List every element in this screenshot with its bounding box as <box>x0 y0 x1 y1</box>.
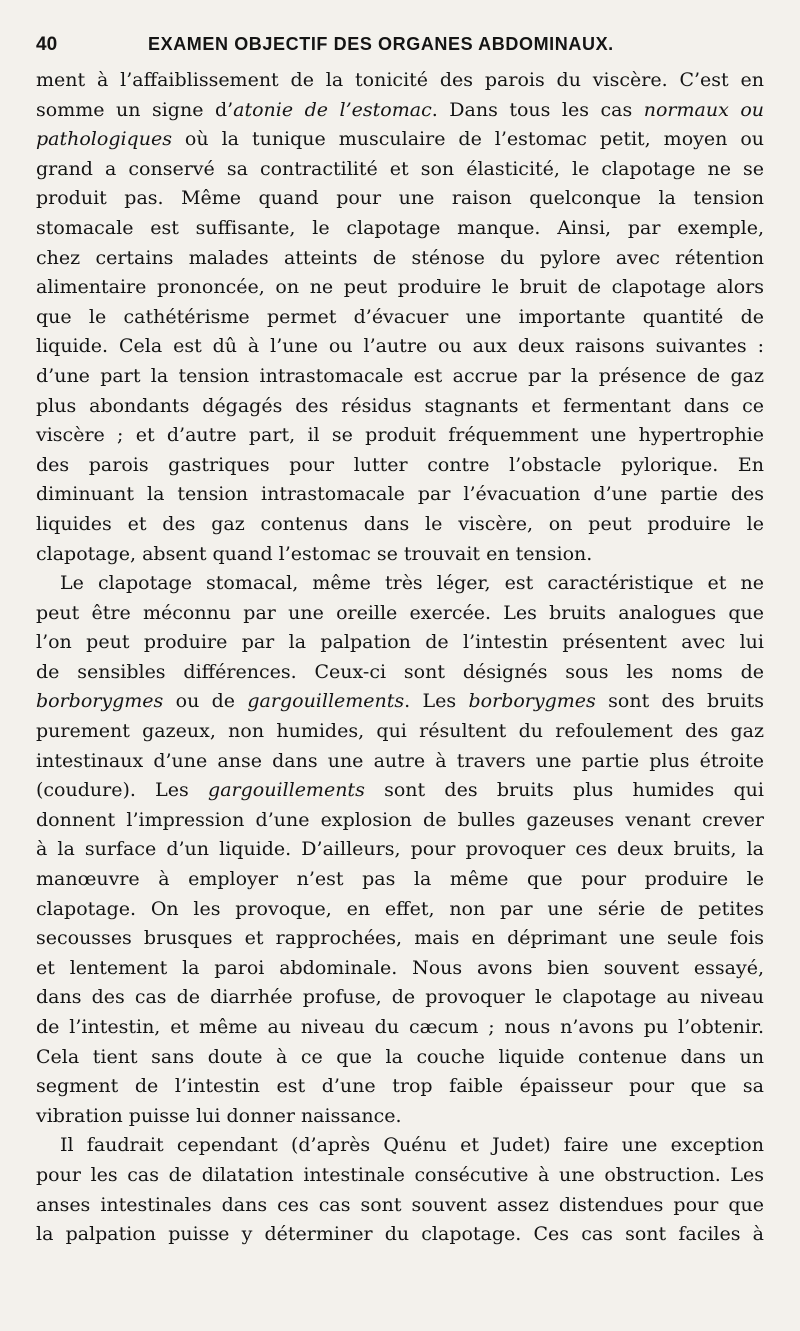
text-line: de l’intestin, et même au niveau du cæcum ; nous n’avons pu l’obtenir. <box>36 1016 764 1038</box>
text-line: (coudure). Les gargouillements sont des bruits plus humides qui <box>36 779 764 802</box>
text-line: clapotage. On les provoque, en effet, non par une série de petites <box>36 897 764 920</box>
text-line: purement gazeux, non humides, qui résultent du refoulement des gaz <box>36 720 764 743</box>
italic-term: atonie de l’estomac <box>233 98 432 121</box>
text-line: pathologiques où la tunique musculaire de l’estomac petit, moyen ou <box>36 128 764 151</box>
text-line: l’on peut produire par la palpation de l’intestin présentent avec lui <box>36 631 764 654</box>
text-line: anses intestinales dans ces cas sont souvent assez distendues pour que <box>36 1193 764 1216</box>
text-line: alimentaire prononcée, on ne peut produire le bruit de clapotage alors <box>36 276 764 299</box>
text-line: Le clapotage stomacal, même très léger, est caractéristique et ne <box>60 572 764 595</box>
text-line: de sensibles différences. Ceux-ci sont désignés sous les noms de <box>36 660 764 683</box>
text-line: vibration puisse lui donner naissance. <box>36 1104 402 1127</box>
paragraph-3 <box>36 1131 764 1249</box>
italic-term: normaux ou <box>643 98 764 121</box>
body-text <box>36 66 764 1250</box>
text-line: intestinaux d’une anse dans une autre à travers une partie plus étroite <box>36 749 764 772</box>
text-line: chez certains malades atteints de sténose du pylore avec rétention <box>36 246 764 269</box>
text-line: liquides et des gaz contenus dans le viscère, on peut produire le <box>36 512 764 535</box>
text-line: borborygmes ou de gargouillements. Les borborygmes sont des bruits <box>36 690 764 713</box>
text-line: grand a conservé sa contractilité et son élasticité, le clapotage ne se <box>36 157 764 180</box>
text-line: produit pas. Même quand pour une raison quelconque la tension <box>36 187 764 210</box>
page-number: 40 <box>36 34 58 55</box>
text-line: que le cathétérisme permet d’évacuer une importante quantité de <box>36 305 764 328</box>
text-line: Cela tient sans doute à ce que la couche liquide contenue dans un <box>36 1045 764 1068</box>
text-line: peut être méconnu par une oreille exercée. Les bruits analogues que <box>36 601 764 624</box>
text-line: à la surface d’un liquide. D’ailleurs, pour provoquer ces deux bruits, la <box>36 838 764 861</box>
text-line: somme un signe d’atonie de l’estomac. Dans tous les cas normaux ou <box>36 98 764 121</box>
text-line: manœuvre à employer n’est pas la même que pour produire le <box>36 868 764 891</box>
text-line: ment à l’affaiblissement de la tonicité des parois du viscère. C’est en <box>36 69 764 91</box>
paragraph-1 <box>36 66 764 569</box>
italic-term: gargouillements <box>247 690 405 713</box>
running-head: EXAMEN OBJECTIF DES ORGANES ABDOMINAUX. <box>148 34 614 54</box>
text-line: viscère ; et d’autre part, il se produit fréquemment une hypertrophie <box>36 424 764 447</box>
text-line: secousses brusques et rapprochées, mais en déprimant une seule fois <box>36 927 764 950</box>
text-line: liquide. Cela est dû à l’une ou l’autre ou aux deux raisons suivantes : <box>36 335 764 358</box>
text-line: stomacale est suffisante, le clapotage manque. Ainsi, par exemple, <box>36 216 764 239</box>
page-header <box>36 30 764 60</box>
text-line: plus abondants dégagés des résidus stagnants et fermentant dans ce <box>36 394 764 417</box>
text-line: diminuant la tension intrastomacale par l’évacuation d’une partie des <box>36 483 764 506</box>
text-line: pour les cas de dilatation intestinale consécutive à une obstruction. Les <box>36 1163 764 1186</box>
text-line: Il faudrait cependant (d’après Quénu et Judet) faire une exception <box>60 1134 764 1157</box>
text-line: segment de l’intestin est d’une trop faible épaisseur pour que sa <box>36 1075 764 1098</box>
italic-term: gargouillements <box>208 779 365 802</box>
text-line: d’une part la tension intrastomacale est accrue par la présence de gaz <box>36 364 764 387</box>
text-line: donnent l’impression d’une explosion de bulles gazeuses venant crever <box>36 808 764 831</box>
text-line: la palpation puisse y déterminer du clapotage. Ces cas sont faciles à <box>36 1223 764 1246</box>
italic-term: borborygmes <box>468 690 596 713</box>
paragraph-2 <box>36 569 764 1131</box>
italic-term: borborygmes <box>36 690 164 713</box>
text-line: et lentement la paroi abdominale. Nous avons bien souvent essayé, <box>36 956 764 979</box>
text-line: clapotage, absent quand l’estomac se trouvait en tension. <box>36 542 593 565</box>
text-line: dans des cas de diarrhée profuse, de provoquer le clapotage au niveau <box>36 986 764 1009</box>
text-line: des parois gastriques pour lutter contre l’obstacle pylorique. En <box>36 453 764 476</box>
italic-term: pathologiques <box>36 128 172 151</box>
